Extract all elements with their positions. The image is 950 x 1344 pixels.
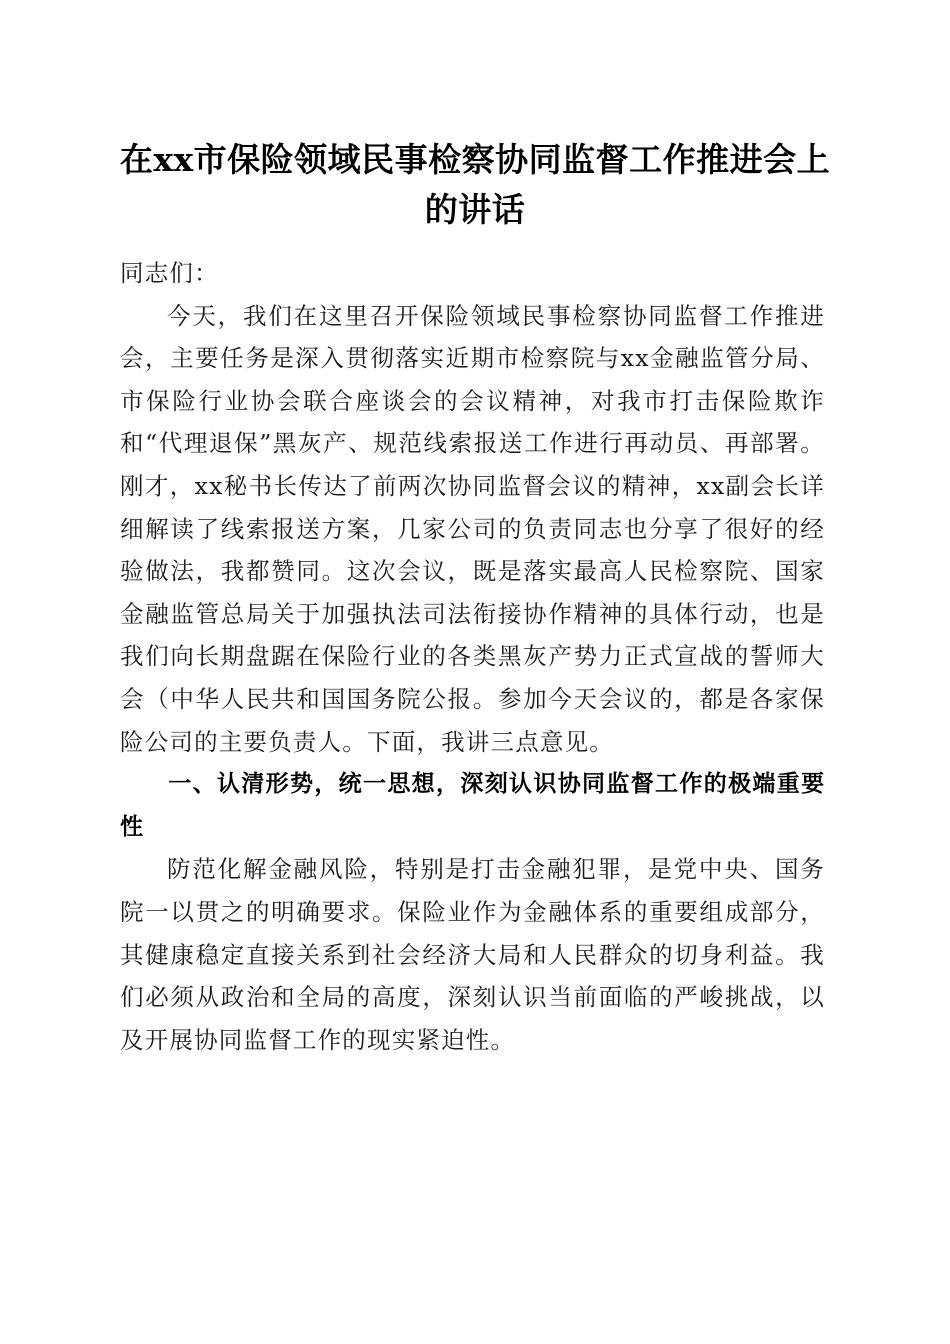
document-body	[120, 252, 825, 1061]
document-title: 在xx市保险领域民事检察协同监督工作推进会上的讲话	[119, 140, 831, 229]
section-1-paragraph: 防范化解金融风险，特别是打击金融犯罪，是党中央、国务院一以贯之的明确要求。保险业作为金融体系的重要组成部分，其健康稳定直接关系到社会经济大局和人民群众的切身利益。我们必须从政治和全局的高度，深刻认识当前面临的严峻挑战，以及开展协同监督工作的现实紧迫性。	[120, 855, 825, 1054]
section-heading-1: 一、认清形势，统一思想，深刻认识协同监督工作的极端重要性	[120, 771, 825, 840]
opening-paragraph: 今天，我们在这里召开保险领域民事检察协同监督工作推进会，主要任务是深入贯彻落实近期市检察院与xx金融监管分局、市保险行业协会联合座谈会的会议精神，对我市打击保险欺诈和“代理退保”黑灰产、规范线索报送工作进行再动员、再部署。刚才，xx秘书长传达了前两次协同监督会议的精神，xx副会长详细解读了线索报送方案，几家公司的负责同志也分享了很好的经验做法，我都赞同。这次会议，既是落实最高人民检察院、国家金融监管总局关于加强执法司法衔接协作精神的具体行动，也是我们向长期盘踞在保险行业的各类黑灰产势力正式宣战的誓师大会（中华人民共和国国务院公报。参加今天会议的，都是各家保险公司的主要负责人。下面，我讲三点意见。	[120, 301, 825, 756]
salutation: 同志们：	[120, 259, 219, 287]
